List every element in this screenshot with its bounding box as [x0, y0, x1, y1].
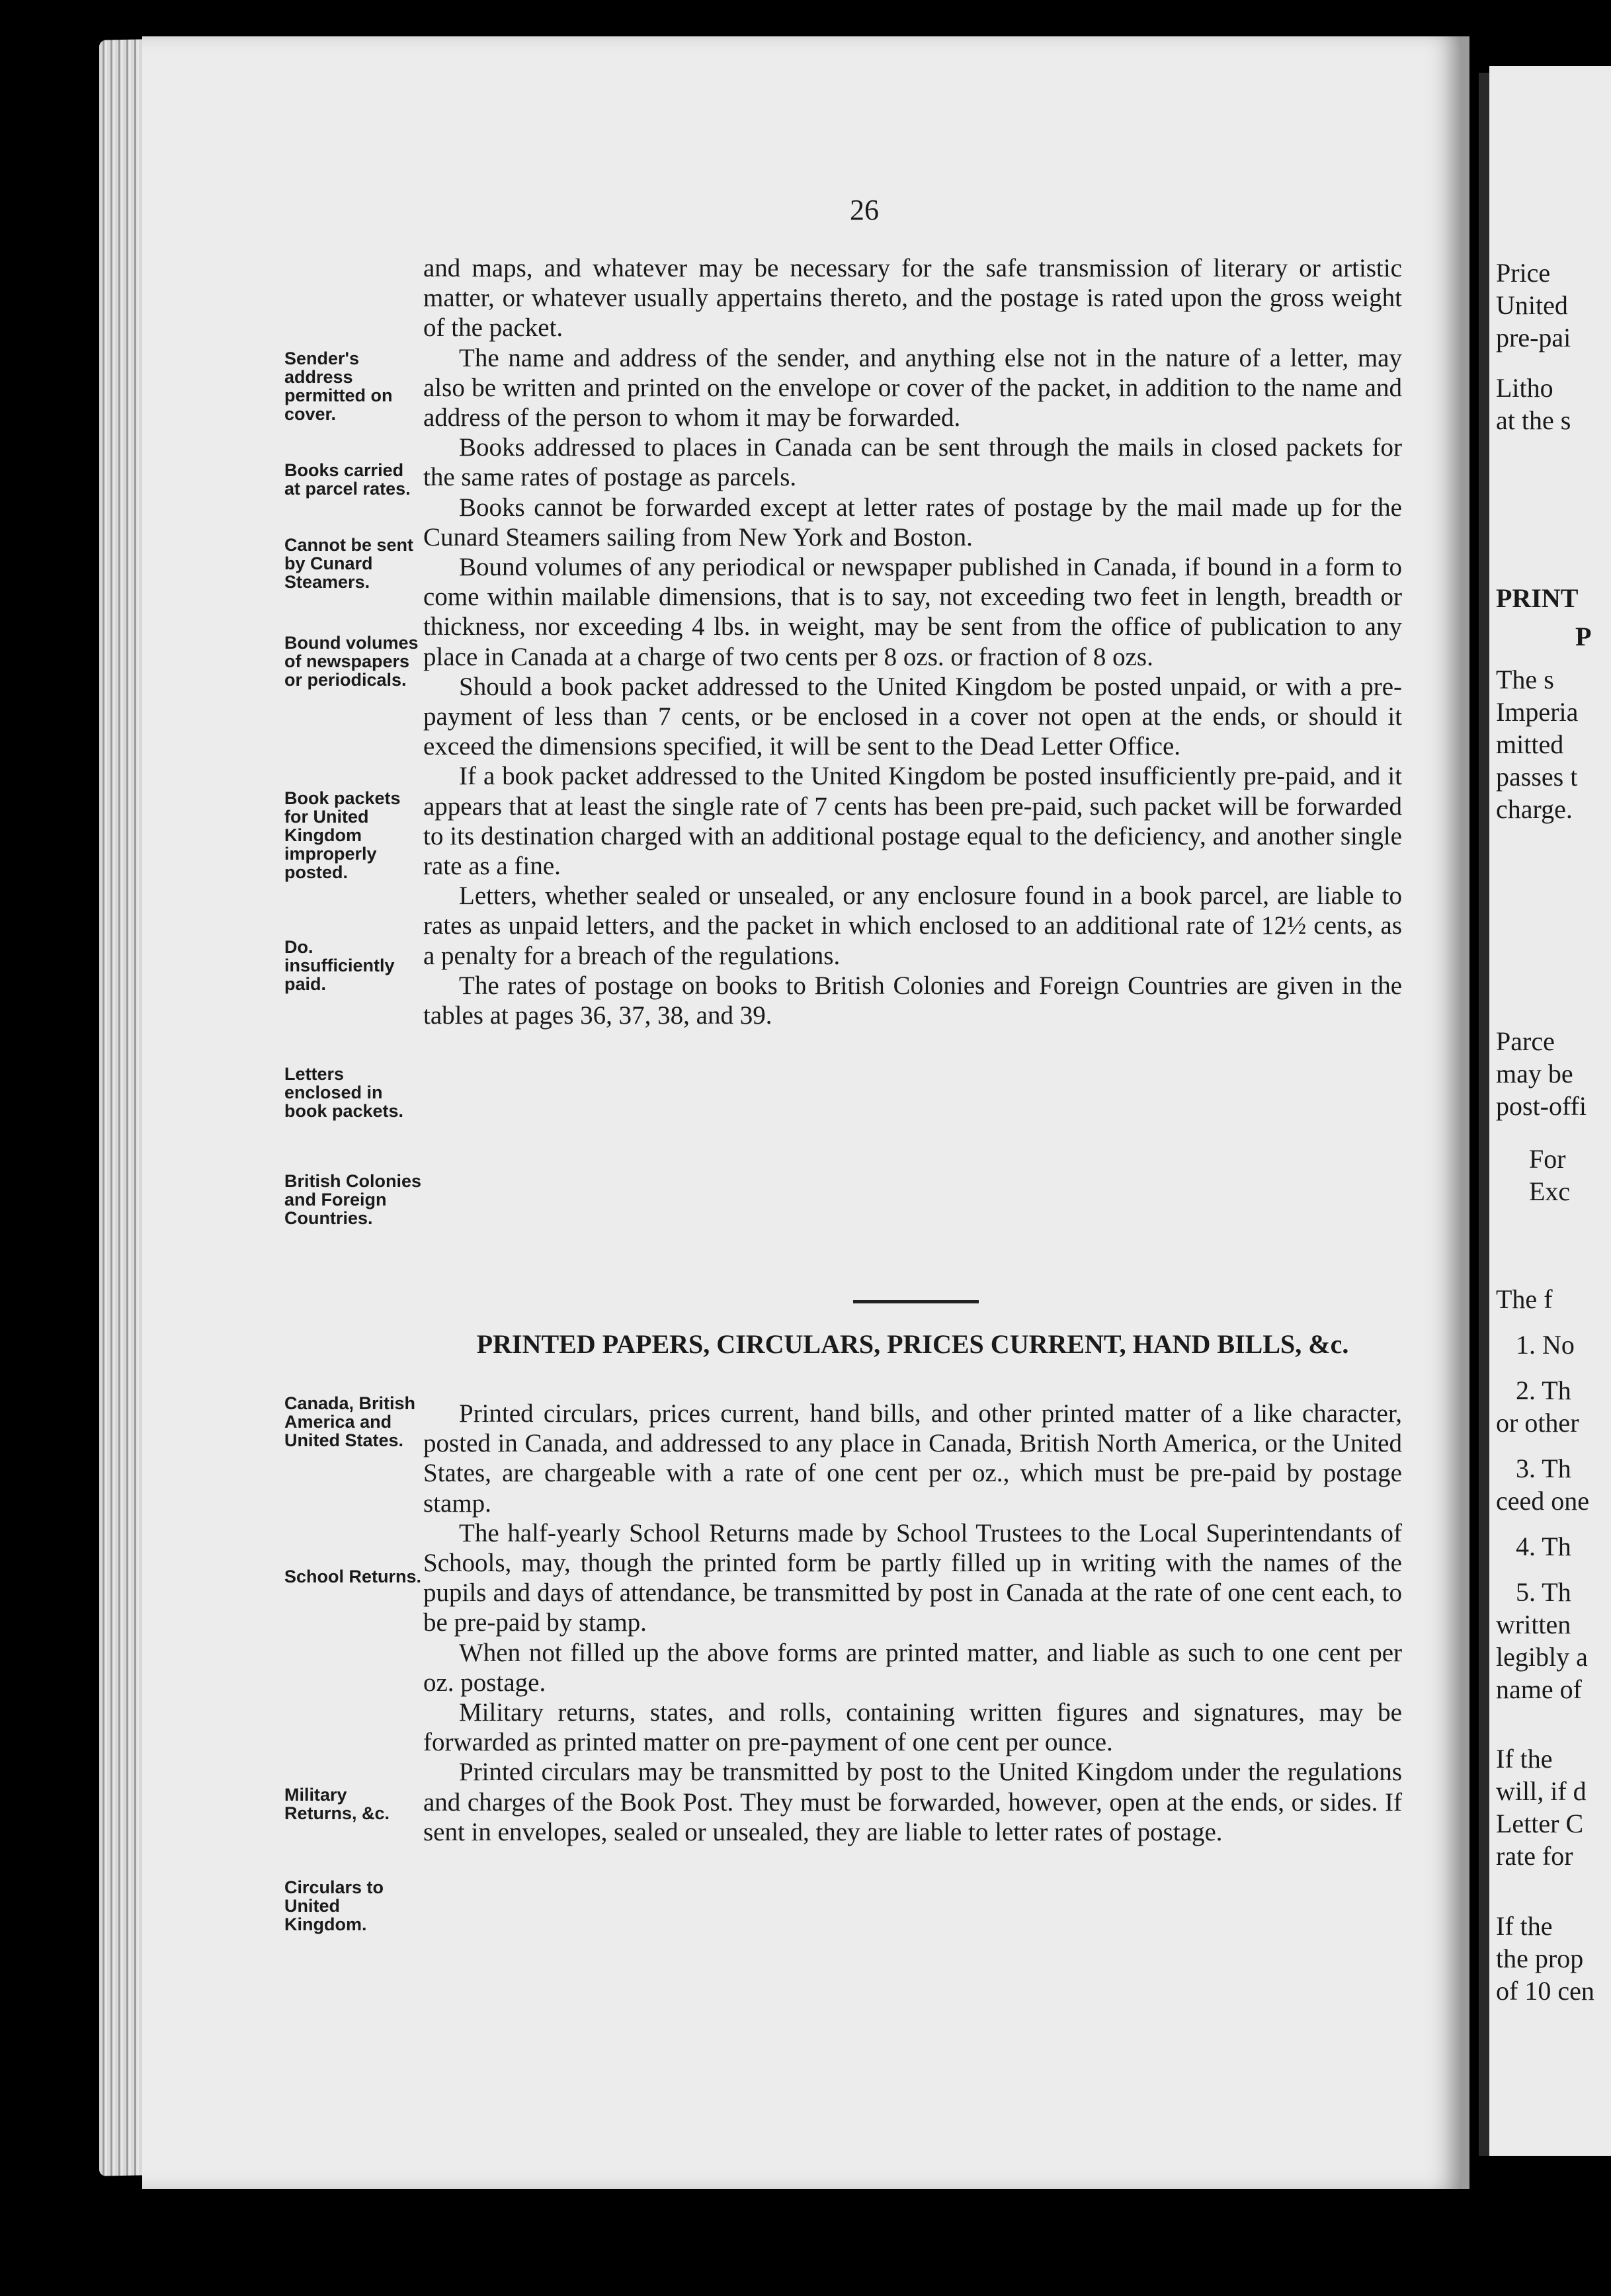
- right-fragment-line: Parce: [1496, 1026, 1555, 1056]
- right-fragment-line: If the: [1496, 1744, 1553, 1774]
- right-fragment-line: may be: [1496, 1059, 1573, 1088]
- right-fragment-line: Exc: [1529, 1176, 1571, 1206]
- right-fragment-line: Imperia: [1496, 697, 1579, 727]
- right-fragment-line: charge.: [1496, 794, 1573, 824]
- right-fragment-line: written: [1496, 1610, 1571, 1639]
- paragraph: Should a book packet addressed to the United Kingdom be posted unpaid, or with a pre-payment of less than 7 cents, or be enclosed in a cover not open at the ends, or should it exceed the dimensions specified, it will be sent to the Dead Letter Office.: [423, 672, 1402, 761]
- right-fragment-line: 1. No: [1516, 1330, 1575, 1360]
- margin-note-books-parcel-rates: Books carried at parcel rates.: [284, 460, 411, 499]
- margin-note-insufficiently-paid: Do. insufficiently paid.: [284, 937, 395, 994]
- right-fragment-line: mitted: [1496, 729, 1564, 759]
- body-text-bottom: [423, 1399, 1402, 1847]
- right-fragment-line: 5. Th: [1516, 1577, 1571, 1607]
- paragraph: and maps, and whatever may be necessary for the safe transmission of literary or artistic matter, or whatever usually appertains thereto, and the postage is rated upon the gross weight of the packet.: [423, 254, 1402, 343]
- paragraph: Bound volumes of any periodical or newspaper published in Canada, if bound in a form to come within mailable dimensions, that is to say, not exceeding two feet in length, breadth or thickness, nor exceeding 4 lbs. in weight, may be sent from the office of publication to any place in Canada at a charge of two cents per 8 ozs. or fraction of 8 ozs.: [423, 553, 1402, 671]
- right-fragment-line: 4. Th: [1516, 1532, 1571, 1561]
- margin-note-military-returns: Military Returns, &c.: [284, 1785, 390, 1823]
- right-fragment-line: ceed one: [1496, 1486, 1590, 1516]
- margin-note-senders-address: Sender's address permitted on cover.: [284, 348, 393, 424]
- right-fragment-line: rate for: [1496, 1841, 1573, 1871]
- margin-note-improperly-posted: Book packets for United Kingdom improperly posted.: [284, 788, 401, 882]
- right-fragment-line: pre-pai: [1496, 323, 1571, 352]
- right-fragment-line: Price: [1496, 258, 1551, 288]
- paragraph: Books addressed to places in Canada can be sent through the mails in closed packets for the same rates of postage as parcels.: [423, 433, 1402, 492]
- margin-note-school-returns: School Returns.: [284, 1567, 422, 1586]
- right-fragment-line: 3. Th: [1516, 1454, 1571, 1483]
- paragraph: The rates of postage on books to British Colonies and Foreign Countries are given in the tables at pages 36, 37, 38, and 39.: [423, 971, 1402, 1030]
- section-divider: [853, 1300, 979, 1303]
- section-heading: PRINTED PAPERS, CIRCULARS, PRICES CURRENT, HAND BILLS, &c.: [476, 1329, 1349, 1359]
- right-fragment-line: at the s: [1496, 405, 1571, 435]
- margin-note-british-colonies: British Colonies and Foreign Countries.: [284, 1171, 422, 1228]
- paragraph: Military returns, states, and rolls, containing written figures and signatures, may be forwarded as printed matter on pre-payment of one cent per ounce.: [423, 1698, 1402, 1757]
- right-fragment-line: The f: [1496, 1284, 1553, 1314]
- margin-note-cunard: Cannot be sent by Cunard Steamers.: [284, 535, 414, 592]
- paragraph: Printed circulars may be transmitted by post to the United Kingdom under the regulations and charges of the Book Post. They must be forwarded, however, open at the ends, or sides. If sent in envelopes, sealed or unsealed, they are liable to letter rates of postage.: [423, 1758, 1402, 1846]
- right-fragment-line: or other: [1496, 1408, 1579, 1438]
- paragraph: Printed circulars, prices current, hand bills, and other printed matter of a like character, posted in Canada, and addressed to any place in Canada, British North America, or the United States, are chargeable with a rate of one cent per oz., which must be pre-paid by postage stamp.: [423, 1399, 1402, 1518]
- right-fragment-line: legibly a: [1496, 1642, 1588, 1672]
- right-fragment-line: name of: [1496, 1674, 1582, 1704]
- right-fragment-line: passes t: [1496, 762, 1578, 792]
- right-fragment-line: Letter C: [1496, 1809, 1584, 1838]
- right-fragment-line: PRINT: [1496, 583, 1579, 613]
- right-fragment-line: Litho: [1496, 373, 1553, 403]
- right-fragment-line: For: [1529, 1144, 1566, 1174]
- right-page-fragment: [1489, 66, 1611, 2156]
- paragraph: If a book packet addressed to the United Kingdom be posted insufficiently pre-paid, and it appears that at least the single rate of 7 cents has been pre-paid, such packet will be forwarded to its destination charged with an additional postage equal to the deficiency, and another single rate as a fine.: [423, 762, 1402, 881]
- right-fragment-line: post-offi: [1496, 1091, 1587, 1121]
- book-spine-edge: [99, 39, 147, 2176]
- right-fragment-line: will, if d: [1496, 1776, 1587, 1806]
- right-fragment-line: The s: [1496, 665, 1554, 694]
- right-fragment-line: of 10 cen: [1496, 1976, 1594, 2006]
- paragraph: The name and address of the sender, and anything else not in the nature of a letter, may also be written and printed on the envelope or cover of the packet, in addition to the name and address of the person to whom it may be forwarded.: [423, 343, 1402, 432]
- paragraph: The half-yearly School Returns made by School Trustees to the Local Superintendants of Schools, may, though the printed form be partly filled up in writing with the names of the pupils and days of attendance, be transmitted by post in Canada at the rate of one cent each, to be pre-paid by stamp.: [423, 1518, 1402, 1637]
- margin-note-canada: Canada, British America and United States.: [284, 1393, 416, 1450]
- right-fragment-line: 2. Th: [1516, 1375, 1571, 1405]
- margin-note-circulars: Circulars to United Kingdom.: [284, 1877, 384, 1934]
- right-fragment-line: If the: [1496, 1911, 1553, 1941]
- paragraph: When not filled up the above forms are printed matter, and liable as such to one cent per oz. postage.: [423, 1638, 1402, 1697]
- paragraph: Letters, whether sealed or unsealed, or any enclosure found in a book parcel, are liable to rates as unpaid letters, and the packet in which enclosed to an additional rate of 12½ cents, as a penalty for a breach of the regulations.: [423, 882, 1402, 970]
- margin-note-letters-enclosed: Letters enclosed in book packets.: [284, 1064, 404, 1121]
- margin-note-bound-volumes: Bound volumes of newspapers or periodicals.: [284, 633, 419, 690]
- paragraph: Books cannot be forwarded except at letter rates of postage by the mail made up for the Cunard Steamers sailing from New York and Boston.: [423, 493, 1402, 552]
- body-text-top: [423, 253, 1402, 1030]
- right-fragment-line: United: [1496, 290, 1568, 320]
- right-fragment-line: the prop: [1496, 1944, 1584, 1973]
- right-fragment-line: P: [1575, 622, 1592, 651]
- page-number: 26: [850, 194, 879, 226]
